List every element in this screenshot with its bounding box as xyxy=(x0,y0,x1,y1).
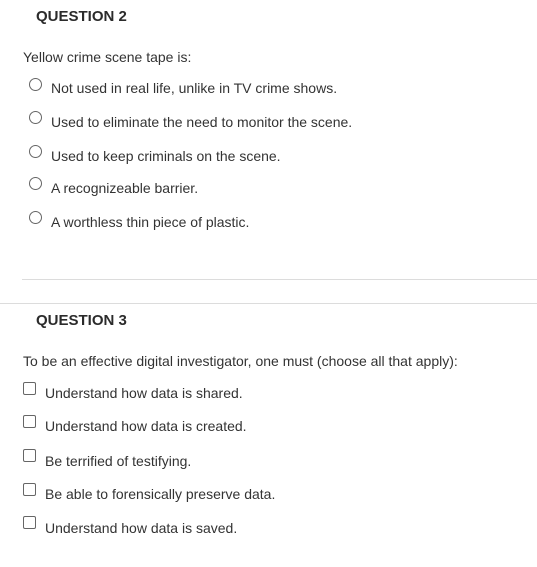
question-3-option-2[interactable] xyxy=(0,415,537,439)
question-3-prompt: To be an effective digital investigator, one must (choose all that apply): xyxy=(23,353,458,369)
question-2-option-5[interactable] xyxy=(0,211,537,235)
option-label: Not used in real life, unlike in TV crime shows. xyxy=(51,80,338,96)
checkbox[interactable] xyxy=(23,449,36,462)
question-divider xyxy=(22,279,537,280)
question-3-header: QUESTION 3 xyxy=(36,312,127,329)
option-label: A worthless thin piece of plastic. xyxy=(51,214,250,230)
question-3-option-1[interactable] xyxy=(0,382,537,406)
question-2-option-1[interactable] xyxy=(0,78,537,102)
radio-button[interactable] xyxy=(29,177,42,190)
radio-button[interactable] xyxy=(29,145,42,158)
question-3-option-4[interactable] xyxy=(0,483,537,507)
checkbox[interactable] xyxy=(23,483,36,496)
option-label: Understand how data is shared. xyxy=(45,385,243,401)
question-2-option-4[interactable] xyxy=(0,177,537,201)
question-3-option-3[interactable] xyxy=(0,449,537,473)
checkbox[interactable] xyxy=(23,516,36,529)
option-label: Used to eliminate the need to monitor the scene. xyxy=(51,114,353,130)
radio-button[interactable] xyxy=(29,111,42,124)
question-separator xyxy=(0,303,537,304)
question-2-header: QUESTION 2 xyxy=(36,8,127,25)
question-3-option-5[interactable] xyxy=(0,516,537,540)
option-label: Be terrified of testifying. xyxy=(45,453,192,469)
question-2-prompt: Yellow crime scene tape is: xyxy=(23,49,192,65)
option-label: Used to keep criminals on the scene. xyxy=(51,148,281,164)
option-label: Be able to forensically preserve data. xyxy=(45,486,276,502)
checkbox[interactable] xyxy=(23,415,36,428)
checkbox[interactable] xyxy=(23,382,36,395)
radio-button[interactable] xyxy=(29,78,42,91)
option-label: Understand how data is created. xyxy=(45,418,247,434)
option-label: Understand how data is saved. xyxy=(45,520,238,536)
radio-button[interactable] xyxy=(29,211,42,224)
question-2-option-3[interactable] xyxy=(0,145,537,169)
option-label: A recognizeable barrier. xyxy=(51,180,199,196)
question-2-option-2[interactable] xyxy=(0,111,537,135)
